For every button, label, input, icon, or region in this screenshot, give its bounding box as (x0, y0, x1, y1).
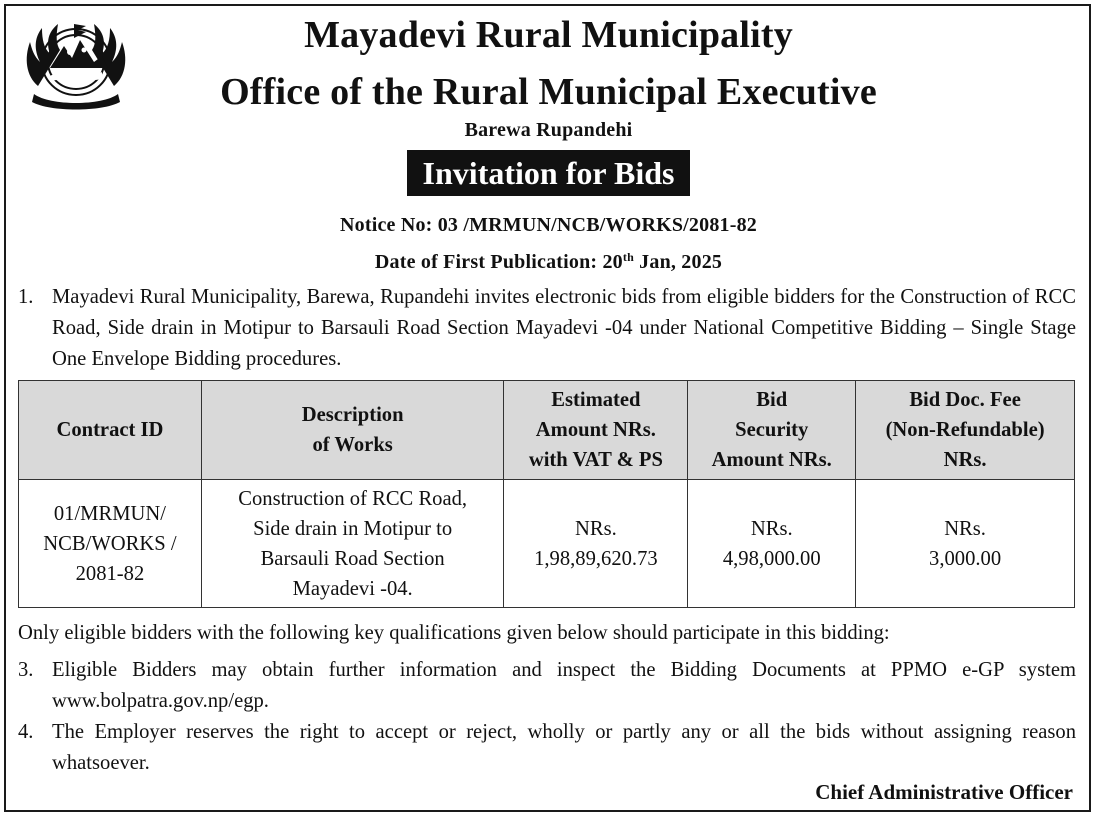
cell-line: 4,98,000.00 (722, 547, 821, 570)
cell-line: 2081-82 (75, 562, 145, 585)
cell-line: NRs. (574, 517, 617, 540)
cell-line: Mayadevi -04. (292, 577, 413, 600)
notice-number: Notice No: 03 /MRMUN/NCB/WORKS/2081-82 (340, 214, 757, 236)
cell-line: NRs. (750, 517, 793, 540)
date-superscript: th (622, 250, 634, 264)
cell-line: 01/MRMUN/ (53, 502, 166, 525)
paragraph-text: Mayadevi Rural Municipality, Barewa, Rupandehi invites electronic bids from eligible bidders for the Construction of RCC Road, Side drain in Motipur to Barsauli Road Section Mayadevi -04 under National Competitive Bidding – Single Stage One Envelope Bidding procedures. (52, 286, 1076, 370)
header-line: Amount NRs. (711, 449, 832, 471)
paragraph-3 (18, 655, 1076, 717)
office-subtitle: Office of the Rural Municipal Executive (220, 71, 877, 113)
location-label: Barewa Rupandehi (464, 119, 633, 141)
cell-line: NRs. (944, 517, 986, 540)
cell-line: 3,000.00 (929, 547, 1002, 570)
header-line: Security (735, 419, 809, 441)
cell-line: Side drain in Motipur to (253, 517, 453, 540)
contract-id-cell (19, 480, 202, 608)
header-cell (19, 381, 202, 480)
cell-line: NCB/WORKS / (43, 532, 177, 555)
header-line: Estimated (551, 389, 641, 411)
invitation-banner: Invitation for Bids (407, 150, 691, 196)
table-row (19, 480, 1075, 608)
header-cell (688, 381, 856, 480)
table-header-row (19, 381, 1075, 480)
bid-security-cell (688, 480, 856, 608)
header-line: Contract ID (56, 419, 164, 441)
banner-row (0, 150, 1097, 196)
paragraph-1 (18, 282, 1076, 375)
header-line: Description (301, 404, 404, 426)
paragraph-number: 1. (18, 286, 34, 308)
header-line: NRs. (943, 449, 987, 471)
paragraph-number: 3. (18, 659, 34, 681)
header-cell (201, 381, 504, 480)
paragraph-number: 4. (18, 721, 34, 743)
header-line: (Non-Refundable) (885, 419, 1045, 441)
cell-line: 1,98,89,620.73 (534, 547, 658, 570)
qualification-line: Only eligible bidders with the following key qualifications given below should participate in this bidding: (18, 622, 890, 644)
bids-table (18, 380, 1075, 608)
bid-doc-fee-cell (856, 480, 1075, 608)
cell-line: Barsauli Road Section (260, 547, 445, 570)
header-line: Amount NRs. (535, 419, 656, 441)
publication-date (0, 248, 1097, 276)
date-suffix: Jan, 2025 (633, 251, 723, 273)
date-prefix: Date of First Publication: 20 (374, 251, 623, 273)
description-cell (201, 480, 504, 608)
paragraph-text: Eligible Bidders may obtain further information and inspect the Bidding Documents at PPMO e-GP system www.bolpatra.gov.np/egp. (52, 659, 1076, 712)
header-line: Bid Doc. Fee (909, 389, 1021, 411)
cell-line: Construction of RCC Road, (238, 487, 468, 510)
signature: Chief Administrative Officer (815, 780, 1073, 804)
page-title: Mayadevi Rural Municipality (304, 14, 793, 56)
header-cell (856, 381, 1075, 480)
estimated-amount-cell (504, 480, 688, 608)
header-line: of Works (312, 434, 393, 456)
header-line: Bid (756, 389, 788, 411)
paragraph-text: The Employer reserves the right to accept or reject, wholly or partly any or all the bids without assigning reason whatsoever. (52, 721, 1076, 774)
paragraph-4 (18, 717, 1076, 779)
header-cell (504, 381, 688, 480)
header-line: with VAT & PS (528, 449, 663, 471)
